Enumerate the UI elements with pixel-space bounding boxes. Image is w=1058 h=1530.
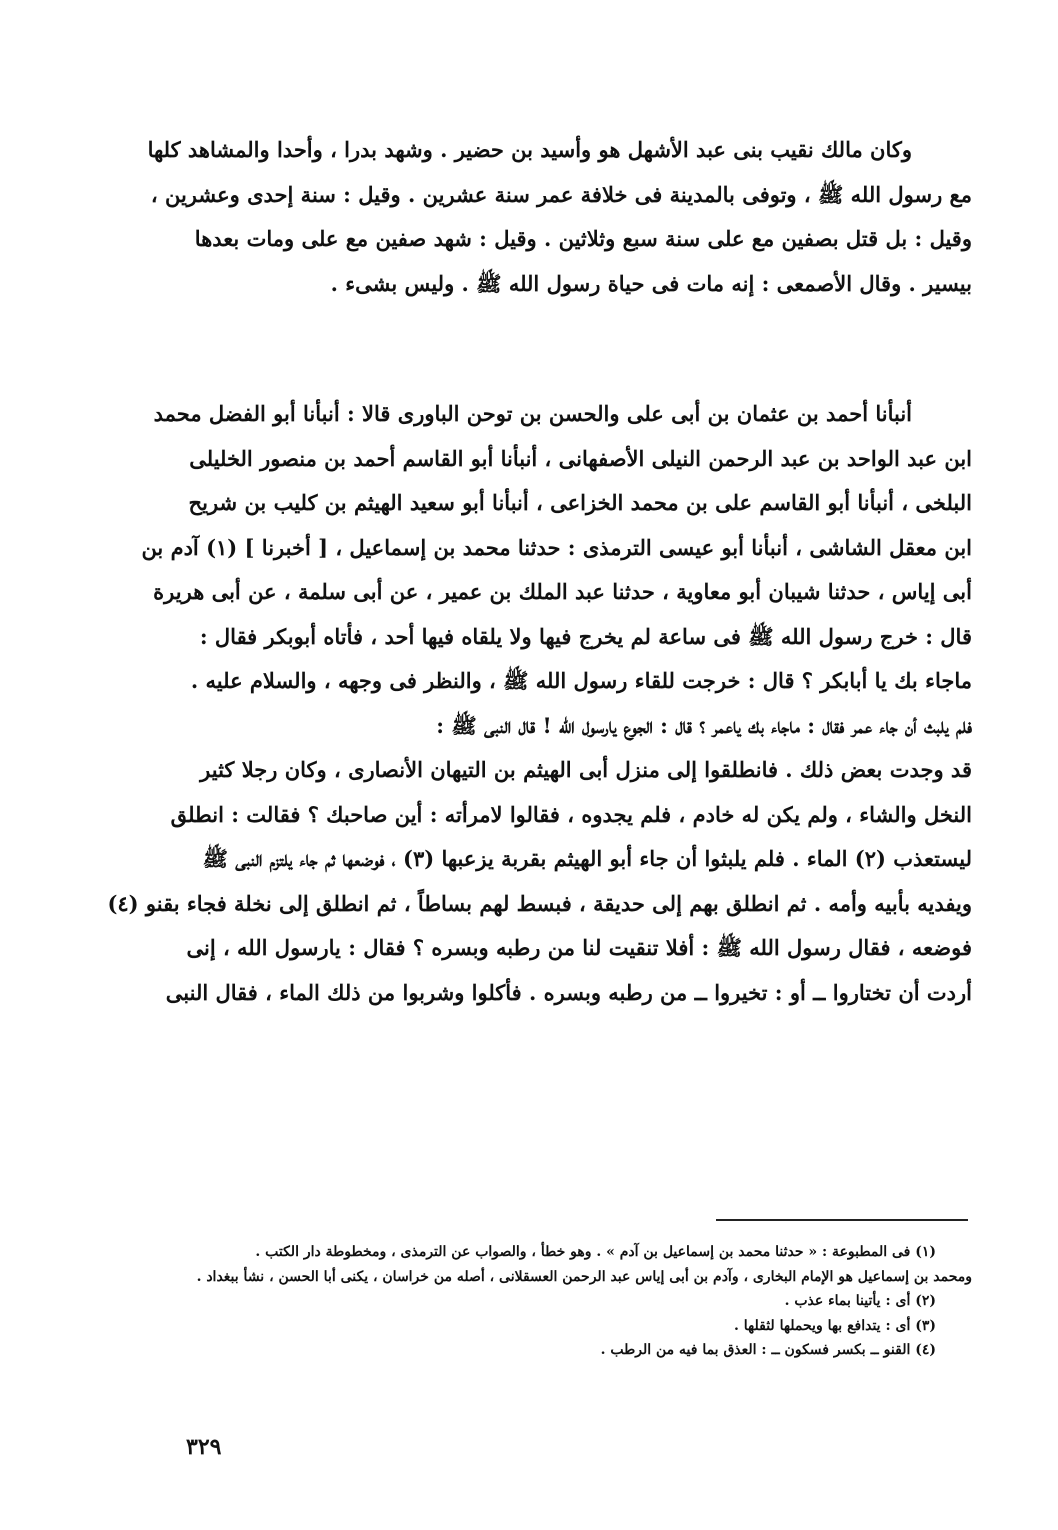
footnotes <box>88 1240 972 1363</box>
text-line: ابن عبد الواحد بن عبد الرحمن النيلى الأصفهانى ، أنبأنا أبو القاسم أحمد بن منصور الخليلى <box>189 445 972 471</box>
text-line: أبى إياس ، حدثنا شيبان أبو معاوية ، حدثنا عبد الملك بن عمير ، عن أبى سلمة ، عن أبى هريرة <box>153 579 972 604</box>
text-line: أنبأنا أحمد بن عثمان بن أبى على والحسن بن توحن الباورى قالا : أنبأنا أبو الفضل محمد <box>153 401 912 426</box>
text-line: وكان مالك نقيب بنى عبد الأشهل هو وأسيد بن حضير . وشهد بدرا ، وأحدا والمشاهد كلها <box>147 137 912 162</box>
text-line: قد وجدت بعض ذلك . فانطلقوا إلى منزل أبى الهيثم بن التيهان الأنصارى ، وكان رجلا كثير <box>200 757 972 782</box>
text-line: فلم يلبث أن جاء عمر فقال : ماجاء بك ياعمر ؟ قال : الجوع يارسول الله ! قال النبى ﷺ : <box>436 712 972 738</box>
text-line: قال : خرج رسول الله ﷺ فى ساعة لم يخرج فيها ولا يلقاه فيها أحد ، فأتاه أبوبكر فقال : <box>199 623 972 649</box>
text-line: ابن معقل الشاشى ، أنبأنا أبو عيسى الترمذى : حدثنا محمد بن إسماعيل ، [ أخبرنا ] (١) آدم بن <box>141 534 972 560</box>
text-line: ويفديه بأبيه وأمه . ثم انطلق بهم إلى حديقة ، فبسط لهم بساطاً ، ثم انطلق إلى نخلة فجاء بقنو (٤) <box>107 890 972 916</box>
text-line: ليستعذب (٢) الماء . فلم يلبثوا أن جاء أبو الهيثم بقربة يزعبها (٣) ، فوضعها ثم جاء يلتزم النبى ﷺ <box>202 846 972 871</box>
text-line: البلخى ، أنبأنا أبو القاسم على بن محمد الخزاعى ، أنبأنا أبو سعيد الهيثم بن كليب بن شريح <box>188 490 972 515</box>
text-line: ماجاء بك يا أبابكر ؟ قال : خرجت للقاء رسول الله ﷺ ، والنظر فى وجهه ، والسلام عليه . <box>190 668 972 693</box>
page-number: ٣٢٩ <box>186 1434 222 1460</box>
footnote-4: (٤) القنو ــ بكسر فسكون ــ : العذق بما فيه من الرطب . <box>600 1342 936 1358</box>
text-line: النخل والشاء ، ولم يكن له خادم ، فلم يجدوه ، فقالوا لامرأته : أين صاحبك ؟ فقالت : انطلق <box>170 801 972 827</box>
footnote-2: (٢) أى : يأتينا بماء عذب . <box>784 1293 936 1309</box>
footnote-1-continued: ومحمد بن إسماعيل هو الإمام البخارى ، وآدم بن أبى إياس عبد الرحمن العسقلانى ، أصله من خراسان ، يكنى أبا الحسن ، نشأ ببغداد . <box>196 1268 972 1285</box>
paragraph-hadith <box>88 392 972 1015</box>
text-line: فوضعه ، فقال رسول الله ﷺ : أفلا تنقيت لنا من رطبه وبسره ؟ فقال : يارسول الله ، إنى <box>186 935 972 960</box>
footnote-divider <box>716 1219 968 1221</box>
text-line: وقيل : بل قتل بصفين مع على سنة سبع وثلاثين . وقيل : شهد صفين مع على ومات بعدها <box>194 226 972 251</box>
text-line: بيسير . وقال الأصمعى : إنه مات فى حياة رسول الله ﷺ . وليس بشىء . <box>330 270 972 296</box>
paragraph-biography <box>88 128 972 306</box>
footnote-3: (٣) أى : يتدافع بها ويحملها لثقلها . <box>734 1317 936 1334</box>
text-line: مع رسول الله ﷺ ، وتوفى بالمدينة فى خلافة عمر سنة عشرين . وقيل : سنة إحدى وعشرين ، <box>150 181 972 207</box>
footnote-1: (١) فى المطبوعة : « حدثنا محمد بن إسماعيل بن آدم » . وهو خطأ ، والصواب عن الترمذى ، ومخطوطة دار الكتب . <box>255 1244 936 1260</box>
text-line: أردت أن تختاروا ــ أو : تخيروا ــ من رطبه وبسره . فأكلوا وشربوا من ذلك الماء ، فقال النبى <box>165 979 972 1005</box>
